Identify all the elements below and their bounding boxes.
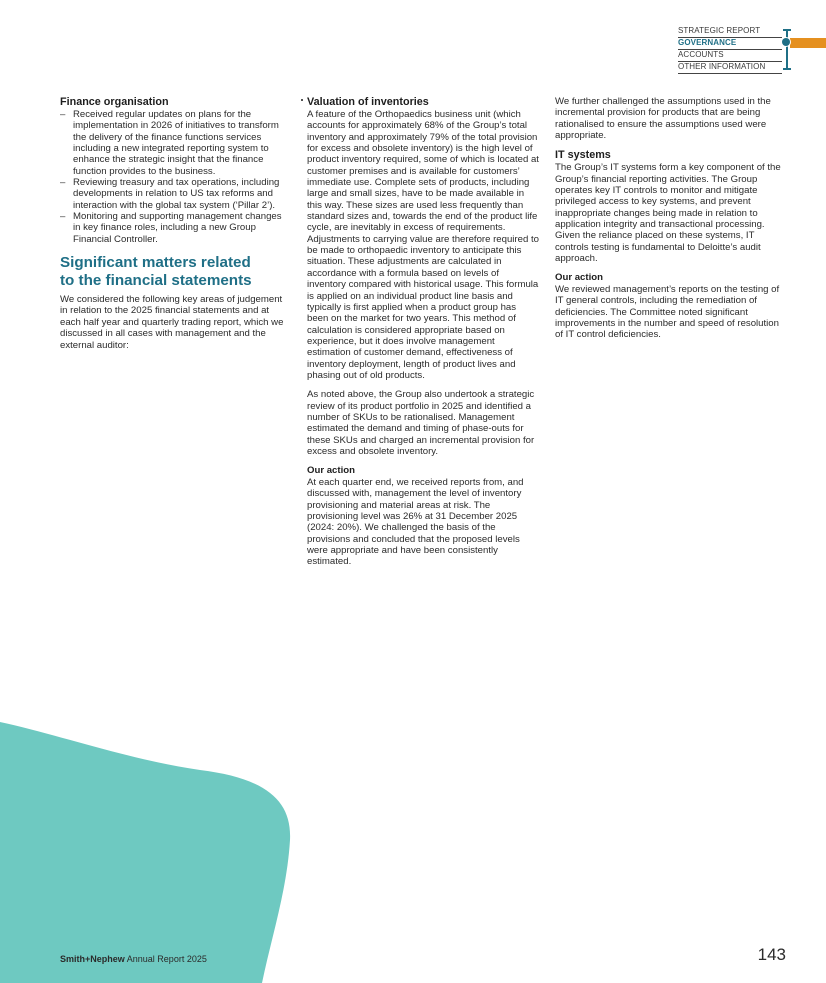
inventories-our-action-text: At each quarter end, we received reports from, and discussed with, management the level of inventory provisioning and material areas at risk. The provisioning level was 26% at 31 December 2025 (2024: 20%). We challenged the basis of the provisions and concluded that the proposed levels were appropriate and have been consistently estimated. — [307, 476, 524, 568]
list-item: – Monitoring and supporting management changes in key finance roles, including a new Group Financial Controller. — [60, 211, 282, 245]
decorative-dot — [301, 99, 303, 101]
nav-governance[interactable]: GOVERNANCE — [678, 38, 782, 50]
it-systems-heading: IT systems — [555, 149, 611, 162]
finance-bullet-list — [60, 109, 290, 245]
nav-indicator-tick-top — [783, 29, 791, 31]
column-inventories — [307, 96, 539, 568]
list-item: – Reviewing treasury and tax operations, including developments in relation to US tax reforms and interaction with the global tax system (‘Pillar 2’). — [60, 177, 280, 211]
list-item: – Received regular updates on plans for the implementation in 2026 of initiatives to transform the delivery of the finance functions services including a new integrated reporting system to enhance the strategic insight that the finance function provides to the business. — [60, 109, 279, 177]
it-systems-paragraph: The Group’s IT systems form a key component of the Group’s financial reporting activities. The Group operates key IT controls to monitor and mitigate privileged access to key systems, and prevent inappropriate changes being made in relation to application integrity and transactional processing. Given the reliance placed on these systems, IT controls testing is fundamental to Deloitte’s audit approach. — [555, 162, 781, 265]
valuation-of-inventories-heading: Valuation of inventories — [307, 96, 429, 108]
inventories-paragraph-1: A feature of the Orthopaedics business unit (which accounts for approximately 68% of the Group’s total inventory and approximately 79% of the total provision for excess and obsolete inventory) is the high level of product inventory required, some of which is located at customer premises and is available for customers’ immediate use. Complete sets of products, including large and small sizes, have to be made available in this way. These sizes are used less frequently than standard sizes and, towards the end of the product life cycle, are inevitably in excess of requirements. Adjustments to carrying value are therefore required to be made to orthopaedic inventory to anticipate this situation. These adjustments are calculated in accordance with a formula based on levels of inventory compared with historical usage. This formula is applied on an individual product line basis and typically is first applied when a product group has been on the market for two years. This method of calculation is considered appropriate based on experience, but it does involve management estimation of customer demand, effectiveness of inventory deployment, length of product lives and phasing out of old products. — [307, 109, 539, 381]
nav-active-dot-icon — [782, 38, 790, 46]
nav-other-information[interactable]: OTHER INFORMATION — [678, 62, 782, 74]
finance-organisation-heading: Finance organisation — [60, 96, 169, 108]
nav-strategic-report[interactable]: STRATEGIC REPORT — [678, 26, 782, 38]
page-number: 143 — [757, 945, 786, 964]
nav-accounts[interactable]: ACCOUNTS — [678, 50, 782, 62]
nav-active-marker-bar — [790, 38, 826, 48]
column-it-systems — [555, 96, 788, 341]
it-our-action-text: We reviewed management’s reports on the testing of IT general controls, including the remediation of deficiencies. The Committee noted significant improvements in the number and speed of resolution of IT control deficiencies. — [555, 283, 780, 341]
significant-matters-heading: Significant matters related to the financial statements — [60, 254, 252, 290]
nav-indicator-tick-bottom — [783, 68, 791, 70]
assumptions-paragraph: We further challenged the assumptions used in the incremental provision for products that are being rationalised to ensure the assumptions used were appropriate. — [555, 96, 771, 142]
nav-indicator-line — [786, 29, 788, 70]
column-finance — [60, 96, 290, 351]
section-nav — [678, 26, 782, 74]
it-our-action-heading: Our action — [555, 272, 603, 284]
inventories-paragraph-2: As noted above, the Group also undertook a strategic review of its product portfolio in 2025 and identified a number of SKUs to be rationalised. Management estimated the demand and timing of phase-outs for these SKUs and charged an incremental provision for excess and obsolete inventory. — [307, 389, 535, 457]
footer-brand — [60, 954, 207, 964]
brand-name: Smith+Nephew — [60, 954, 125, 964]
significant-matters-intro: We considered the following key areas of judgement in relation to the 2025 financial statements and at each half year and quarterly trading report, which we discussed in all cases with management and the external auditor: — [60, 294, 284, 351]
report-title: Annual Report 2025 — [126, 954, 207, 964]
inventories-our-action-heading: Our action — [307, 465, 355, 477]
